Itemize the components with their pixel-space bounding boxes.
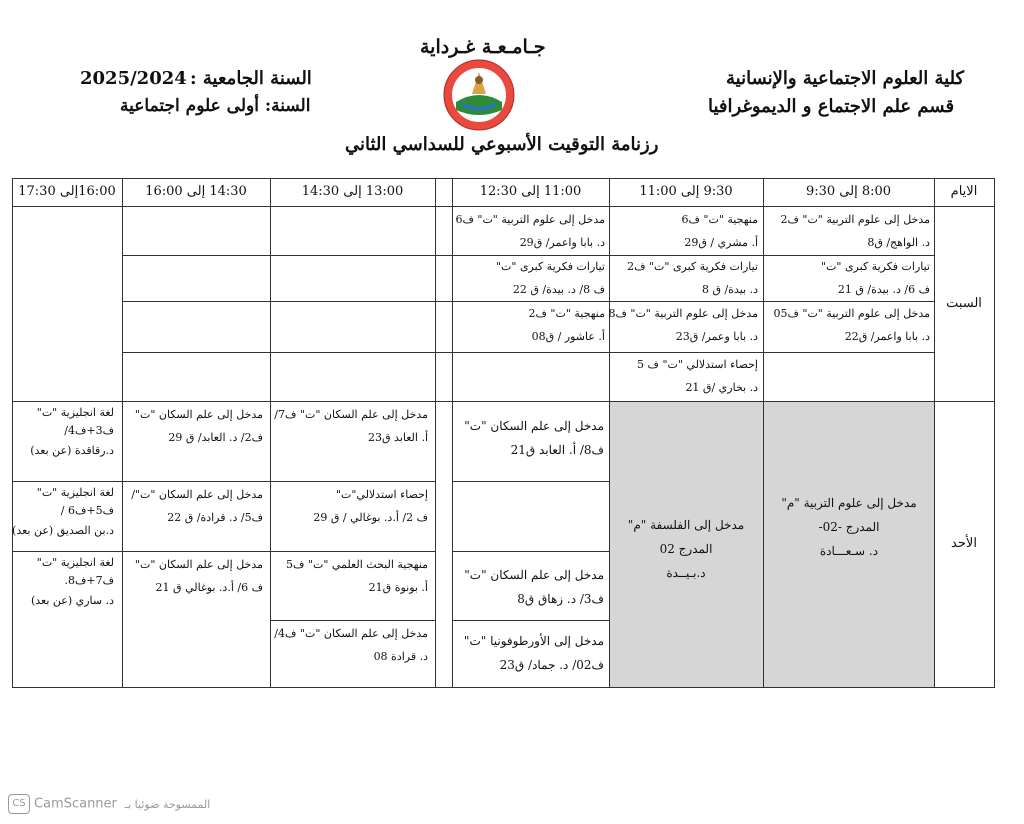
header-slot-3: 11:00 إلى 12:30 <box>479 184 582 199</box>
academic-year-label: السنة الجامعية : <box>190 68 312 89</box>
sat-r1-slot1: مدخل إلى علوم التربية "ت" ف2 د. الواهج/ ق8 <box>780 213 930 249</box>
sun-slot6-c: لغة انجليزية "ت" ف7+ف8. د. ساري (عن بعد) <box>30 556 114 607</box>
sat-r1-slot2: منهجية "ت" ف6 أ. مشري / ق29 <box>681 213 758 249</box>
schedule-title: رزنامة التوقيت الأسبوعي للسداسي الثاني <box>345 134 659 155</box>
sat-r3-slot2: مدخل إلى علوم التربية "ت" ف8 د. بابا وعمر/ ق23 <box>608 307 758 343</box>
scanned-by-text: الممسوحة ضوئيا بـ <box>124 797 211 811</box>
camscanner-name: CamScanner <box>34 796 117 812</box>
day-saturday: السبت <box>946 296 982 311</box>
header-slot-1: 8:00 إلى 9:30 <box>805 184 892 199</box>
sun-slot3-d: مدخل إلى الأورطوفونيا "ت" ف02/ د. جماد/ ق23 <box>463 634 604 672</box>
sun-lecture-slot1: مدخل إلى علوم التربية "م" المدرج -02- د. سـعـــادة <box>781 496 917 558</box>
sat-r3-slot1: مدخل إلى علوم التربية "ت" ف05 د. بابا واعمر/ ق22 <box>773 307 930 343</box>
study-level: السنة: أولى علوم اجتماعية <box>120 96 311 116</box>
sun-lecture-slot2: مدخل إلى الفلسفة "م" المدرج 02 د.بـيــدة <box>627 518 745 580</box>
sat-r2-slot3: تيارات فكرية كبرى "ت" ف 8/ د. بيدة/ ق 22 <box>495 260 605 296</box>
sat-r4-slot2: إحصاء استدلالي "ت" ف 5 د. بخاري /ق 21 <box>637 358 758 394</box>
sat-r1-slot3: مدخل إلى علوم التربية "ت" ف6 د. بابا واعمر/ ق29 <box>455 213 605 249</box>
sun-slot6-a: لغة انجليزية "ت" ف3+ف4/ د.رقاقدة (عن بعد) <box>30 406 114 457</box>
camscanner-watermark <box>8 794 210 814</box>
camscanner-logo-icon: CS <box>8 794 30 814</box>
academic-year-value: 2025/2024 <box>80 68 187 89</box>
sun-slot5-c: مدخل إلى علم السكان "ت" ف 6/ أ.د. بوغالي ق 21 <box>134 558 263 594</box>
sun-slot4-d: مدخل إلى علم السكان "ت" ف4/ د. قرادة 08 <box>274 627 428 663</box>
sun-slot3-a: مدخل إلى علم السكان "ت" ف8/ أ. العابد ق21 <box>464 419 604 457</box>
sat-r3-slot3: منهجية "ت" ف2 أ. عاشور / ق08 <box>528 307 605 343</box>
day-sunday: الأحد <box>951 536 977 551</box>
sun-slot4-a: مدخل إلى علم السكان "ت" ف7/ أ. العابد ق23 <box>274 408 428 444</box>
sat-r2-slot1: تيارات فكرية كبرى "ت" ف 6/ د. بيدة/ ق 21 <box>820 260 930 296</box>
header-slot-5: 14:30 إلى 16:00 <box>145 184 247 199</box>
header-slot-2: 9:30 إلى 11:00 <box>639 184 733 199</box>
sun-slot5-a: مدخل إلى علم السكان "ت" ف2/ د. العابد/ ق 29 <box>134 408 263 444</box>
header-days: الايام <box>950 184 978 199</box>
header-slot-4: 13:00 إلى 14:30 <box>301 184 404 199</box>
sat-r2-slot2: تيارات فكرية كبرى "ت" ف2 د. بيدة/ ق 8 <box>627 260 758 296</box>
sun-slot3-c: مدخل إلى علم السكان "ت" ف3/ د. زهاق ق8 <box>464 568 604 606</box>
university-logo <box>442 58 516 132</box>
sun-slot5-b: مدخل إلى علم السكان "ت"/ ف5/ د. قرادة/ ق 22 <box>131 488 263 524</box>
sun-slot4-b: إحصاء استدلالي"ت" ف 2/ أ.د. بوغالي / ق 29 <box>313 488 428 524</box>
sun-slot4-c: منهجية البحث العلمي "ت" ف5 أ. بونوة ق21 <box>286 558 428 594</box>
faculty-name: كلية العلوم الاجتماعية والإنسانية <box>726 68 965 89</box>
sun-slot6-b: لغة انجليزية "ت" ف5+ف6 / د.بن الصديق (عن بعد) <box>12 486 114 537</box>
university-name: جـامـعـة غـرداية <box>420 36 546 58</box>
department-name: قسم علم الاجتماع و الديموغرافيا <box>708 96 955 117</box>
header-slot-6: 16:00إلى 17:30 <box>18 184 116 199</box>
